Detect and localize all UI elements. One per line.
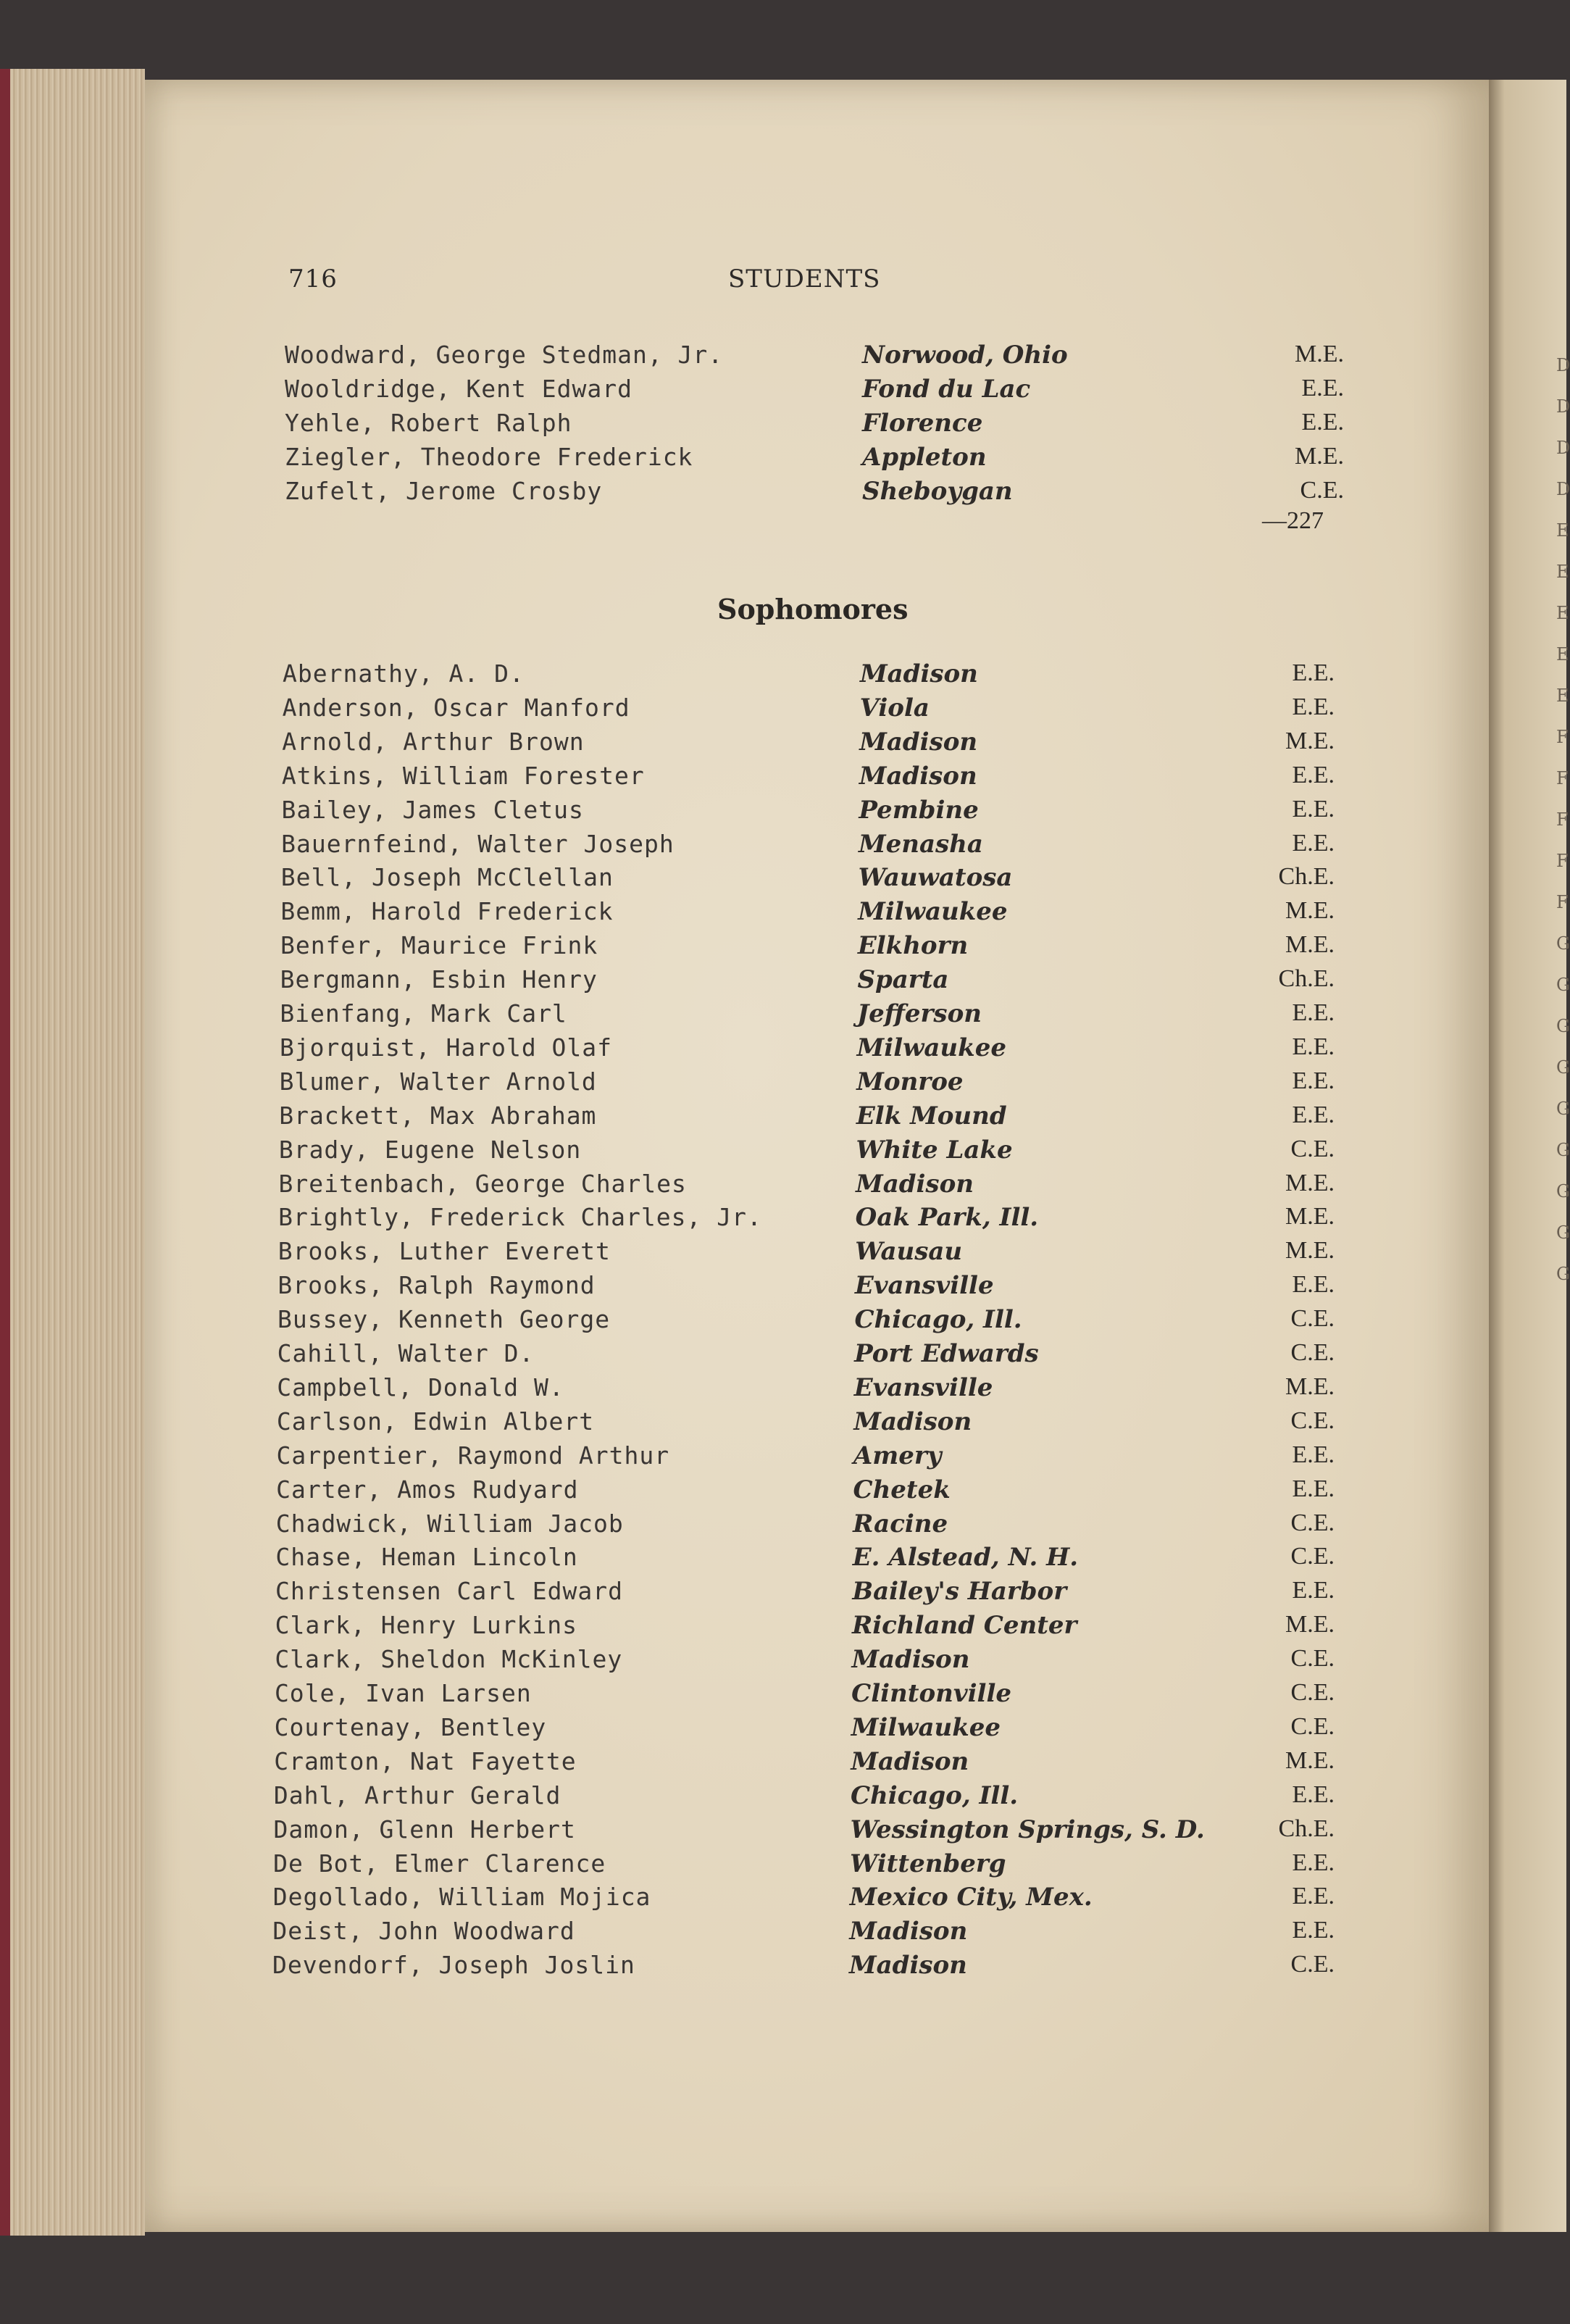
student-name: Brackett, Max Abraham — [279, 1101, 597, 1130]
facing-page-letter: E — [1556, 562, 1569, 582]
facing-page-letter: D — [1556, 479, 1570, 499]
facing-page-letter: E — [1556, 644, 1569, 665]
student-hometown: Madison — [849, 1917, 968, 1946]
student-degree: E.E. — [1292, 1577, 1335, 1604]
facing-page-edge — [1489, 80, 1566, 2232]
student-hometown: Richland Center — [851, 1611, 1077, 1641]
student-hometown: Monroe — [856, 1067, 964, 1096]
student-name: Bauernfeind, Walter Joseph — [281, 829, 675, 858]
student-name: Brooks, Luther Everett — [277, 1237, 611, 1266]
student-name: Ziegler, Theodore Frederick — [285, 443, 693, 471]
facing-page-letter: D — [1556, 355, 1570, 375]
student-degree: E.E. — [1292, 1033, 1335, 1060]
student-degree: M.E. — [1285, 1203, 1335, 1230]
student-name: Chase, Heman Lincoln — [275, 1543, 578, 1572]
student-degree: E.E. — [1292, 1101, 1335, 1128]
student-degree: M.E. — [1295, 341, 1344, 367]
student-degree: M.E. — [1285, 727, 1335, 754]
student-hometown: Viola — [859, 693, 930, 722]
student-name: Clark, Henry Lurkins — [275, 1611, 578, 1640]
student-degree: E.E. — [1292, 659, 1335, 686]
student-degree: E.E. — [1292, 795, 1335, 822]
student-hometown: Menasha — [859, 829, 983, 859]
student-hometown: Wittenberg — [850, 1849, 1006, 1878]
facing-page-letter: G — [1556, 1264, 1570, 1284]
student-hometown: Chetek — [853, 1475, 951, 1504]
student-degree: C.E. — [1290, 1645, 1335, 1673]
running-title: STUDENTS — [728, 265, 881, 293]
student-degree: C.E. — [1290, 1712, 1335, 1740]
student-name: Bienfang, Mark Carl — [280, 999, 567, 1028]
student-degree: M.E. — [1285, 931, 1335, 959]
student-name: Carpentier, Raymond Arthur — [276, 1441, 670, 1470]
student-name: Brightly, Frederick Charles, Jr. — [278, 1203, 762, 1232]
student-name: Abernathy, A. D. — [283, 659, 525, 688]
facing-page-letter: G — [1556, 1016, 1570, 1036]
student-hometown: Elk Mound — [856, 1101, 1007, 1130]
student-hometown: Clintonville — [851, 1679, 1012, 1708]
student-hometown: Madison — [860, 659, 978, 688]
student-degree: C.E. — [1290, 1543, 1335, 1570]
student-hometown: Chicago, Ill. — [850, 1781, 1019, 1810]
student-degree: C.E. — [1290, 1509, 1335, 1536]
student-degree: E.E. — [1292, 1917, 1335, 1944]
student-hometown: Madison — [851, 1645, 970, 1675]
student-degree: E.E. — [1292, 693, 1335, 720]
student-hometown: Chicago, Ill. — [854, 1305, 1022, 1335]
student-hometown: Fond du Lac — [862, 375, 1031, 404]
facing-page-letter: F — [1556, 727, 1569, 747]
student-degree: Ch.E. — [1278, 965, 1335, 993]
student-degree: M.E. — [1295, 443, 1344, 470]
student-name: Chadwick, William Jacob — [275, 1509, 624, 1538]
seniors-total: —227 — [1262, 507, 1324, 534]
facing-page-letter: F — [1556, 851, 1569, 871]
student-degree: M.E. — [1285, 1746, 1335, 1774]
student-name: Devendorf, Joseph Joslin — [272, 1951, 635, 1980]
student-degree: E.E. — [1292, 761, 1335, 788]
student-degree: E.E. — [1292, 1271, 1335, 1299]
student-name: Christensen Carl Edward — [275, 1577, 624, 1606]
student-degree: C.E. — [1300, 477, 1344, 504]
student-degree: C.E. — [1290, 1305, 1335, 1333]
student-degree: C.E. — [1290, 1951, 1335, 1978]
student-hometown: Sparta — [857, 965, 949, 995]
student-degree: E.E. — [1292, 1781, 1335, 1808]
student-name: Carter, Amos Rudyard — [276, 1475, 579, 1504]
facing-page-letter: G — [1556, 1223, 1570, 1243]
student-name: De Bot, Elmer Clarence — [273, 1849, 606, 1878]
student-name: Brooks, Ralph Raymond — [277, 1271, 596, 1300]
book-page-edges — [0, 69, 145, 2236]
student-hometown: Wausau — [855, 1237, 963, 1267]
student-degree: C.E. — [1290, 1339, 1335, 1366]
student-hometown: Amery — [853, 1441, 942, 1470]
student-name: Breitenbach, George Charles — [278, 1169, 687, 1198]
facing-page-letter: E — [1556, 686, 1569, 706]
student-name: Dahl, Arthur Gerald — [273, 1781, 561, 1809]
student-name: Blumer, Walter Arnold — [279, 1067, 597, 1096]
student-name: Carlson, Edwin Albert — [276, 1407, 595, 1436]
student-name: Bjorquist, Harold Olaf — [279, 1033, 613, 1062]
student-degree: E.E. — [1301, 409, 1344, 436]
student-hometown: Madison — [859, 727, 978, 757]
student-degree: C.E. — [1290, 1679, 1335, 1706]
student-hometown: White Lake — [856, 1135, 1013, 1165]
student-name: Cahill, Walter D. — [277, 1339, 535, 1367]
student-name: Deist, John Woodward — [272, 1917, 575, 1946]
student-name: Atkins, William Forester — [281, 761, 645, 790]
student-name: Damon, Glenn Herbert — [273, 1815, 576, 1844]
student-degree: E.E. — [1292, 1849, 1335, 1876]
student-degree: Ch.E. — [1278, 863, 1335, 891]
student-degree: C.E. — [1290, 1407, 1335, 1434]
student-degree: M.E. — [1285, 1237, 1335, 1265]
student-degree: E.E. — [1292, 1475, 1335, 1502]
page-number: 716 — [288, 265, 338, 293]
student-degree: E.E. — [1292, 999, 1335, 1026]
student-name: Woodward, George Stedman, Jr. — [285, 341, 724, 369]
student-hometown: Appleton — [862, 443, 987, 472]
student-hometown: Evansville — [854, 1271, 994, 1301]
facing-page-letter: G — [1556, 1099, 1570, 1119]
student-hometown: Madison — [851, 1746, 969, 1776]
student-hometown: Milwaukee — [856, 1033, 1006, 1062]
student-name: Benfer, Maurice Frink — [280, 931, 598, 960]
student-name: Bailey, James Cletus — [281, 795, 584, 824]
facing-page-letter: D — [1556, 396, 1570, 417]
student-degree: M.E. — [1285, 1373, 1335, 1400]
student-name: Wooldridge, Kent Edward — [285, 375, 632, 403]
student-hometown: Jefferson — [857, 999, 982, 1028]
student-hometown: Evansville — [853, 1373, 993, 1402]
section-title-sophomores: Sophomores — [717, 593, 909, 625]
student-name: Yehle, Robert Ralph — [285, 409, 572, 437]
facing-page-letter: G — [1556, 1181, 1570, 1201]
facing-page-letter: G — [1556, 1140, 1570, 1160]
student-name: Bemm, Harold Frederick — [280, 897, 614, 926]
student-hometown: E. Alstead, N. H. — [852, 1543, 1079, 1573]
student-hometown: Wessington Springs, S. D. — [850, 1815, 1205, 1844]
facing-page-letter: D — [1556, 438, 1570, 458]
student-degree: M.E. — [1285, 897, 1335, 925]
facing-page-letter: F — [1556, 768, 1569, 788]
student-name: Courtenay, Bentley — [274, 1712, 547, 1741]
student-degree: E.E. — [1292, 1441, 1335, 1468]
student-name: Degollado, William Mojica — [272, 1883, 651, 1912]
facing-page-letter: E — [1556, 520, 1569, 541]
student-name: Clark, Sheldon McKinley — [275, 1645, 623, 1674]
student-name: Campbell, Donald W. — [277, 1373, 564, 1402]
student-hometown: Madison — [859, 761, 977, 791]
student-degree: E.E. — [1292, 1067, 1335, 1094]
student-name: Arnold, Arthur Brown — [282, 727, 585, 756]
facing-page-letter: G — [1556, 975, 1570, 995]
student-hometown: Bailey's Harbor — [852, 1577, 1067, 1607]
student-hometown: Port Edwards — [854, 1339, 1039, 1368]
student-degree: M.E. — [1285, 1169, 1335, 1196]
student-hometown: Pembine — [859, 795, 979, 825]
student-name: Cramton, Nat Fayette — [274, 1746, 577, 1775]
student-name: Zufelt, Jerome Crosby — [285, 477, 603, 505]
student-name: Cole, Ivan Larsen — [274, 1679, 532, 1707]
student-degree: C.E. — [1290, 1135, 1335, 1162]
student-name: Bergmann, Esbin Henry — [280, 965, 598, 994]
student-hometown: Mexico City, Mex. — [849, 1883, 1093, 1912]
student-hometown: Florence — [862, 409, 983, 438]
student-hometown: Oak Park, Ill. — [855, 1203, 1039, 1233]
student-name: Anderson, Oscar Manford — [282, 693, 630, 722]
student-degree: E.E. — [1292, 1883, 1335, 1910]
student-hometown: Milwaukee — [851, 1712, 1001, 1742]
student-hometown: Madison — [849, 1951, 967, 1981]
student-hometown: Elkhorn — [857, 931, 969, 961]
student-degree: E.E. — [1301, 375, 1344, 401]
student-name: Bell, Joseph McClellan — [280, 863, 614, 892]
student-name: Bussey, Kenneth George — [277, 1305, 611, 1334]
student-hometown: Milwaukee — [858, 897, 1008, 927]
student-hometown: Madison — [856, 1169, 974, 1199]
student-hometown: Norwood, Ohio — [862, 341, 1068, 370]
student-hometown: Racine — [853, 1509, 948, 1538]
student-degree: E.E. — [1292, 829, 1335, 857]
student-name: Brady, Eugene Nelson — [278, 1135, 582, 1164]
facing-page-letter: F — [1556, 809, 1569, 830]
facing-page-letter: F — [1556, 892, 1569, 912]
facing-page-letter: E — [1556, 603, 1569, 623]
facing-page-letter: G — [1556, 933, 1570, 954]
student-degree: M.E. — [1285, 1611, 1335, 1638]
student-hometown: Wauwatosa — [858, 863, 1013, 893]
student-hometown: Sheboygan — [862, 477, 1013, 506]
student-hometown: Madison — [853, 1407, 972, 1436]
facing-page-letter: G — [1556, 1057, 1570, 1078]
student-degree: Ch.E. — [1278, 1815, 1335, 1842]
